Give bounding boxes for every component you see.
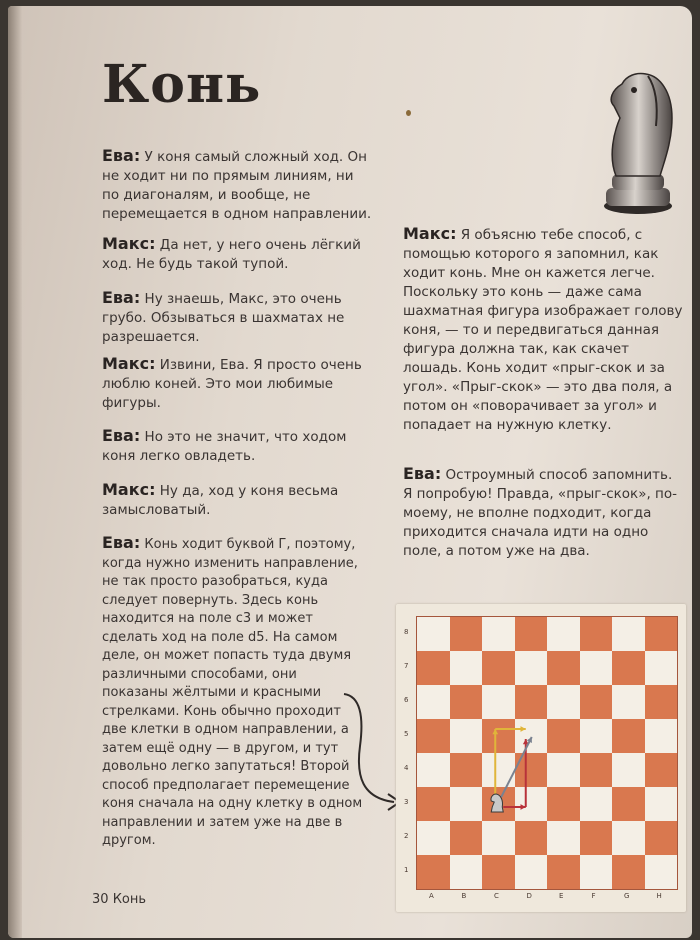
dialogue-right-2 (403, 464, 683, 561)
rank-label: 8 (404, 628, 409, 636)
dialogue-text: У коня самый сложный ход. Он не ходит ни по прямым линиям, ни по диагоналям, и вообще, не перемещается в одном направлении. (102, 149, 372, 222)
file-label: G (624, 892, 630, 900)
dialogue-line-7 (102, 534, 364, 851)
rank-label: 3 (404, 798, 409, 806)
knight-piece-illustration (600, 66, 678, 216)
file-label: H (656, 892, 662, 900)
dialogue-line-5 (102, 426, 372, 466)
speaker-label: Макс: (102, 354, 156, 373)
direct-diagonal-path (501, 737, 532, 797)
book-page (8, 6, 692, 938)
dialogue-text: Ну знаешь, Макс, это очень грубо. Обзываться в шахматах не разрешается. (102, 291, 345, 345)
rank-label: 4 (404, 764, 409, 772)
file-label: E (559, 892, 564, 900)
page-spine-shadow (8, 6, 22, 938)
dialogue-text: Извини, Ева. Я просто очень люблю коней. Это мои любимые фигуры. (102, 357, 362, 411)
speaker-label: Ева: (102, 533, 141, 552)
rank-label: 6 (404, 696, 409, 704)
file-label: D (526, 892, 532, 900)
rank-label: 5 (404, 730, 409, 738)
file-label: F (591, 892, 596, 900)
page-number: 30 (92, 892, 109, 907)
speaker-label: Макс: (403, 224, 457, 243)
speaker-label: Ева: (102, 146, 141, 165)
dialogue-line-1 (102, 146, 372, 224)
chessboard-diagram (396, 604, 686, 912)
page-footer (92, 892, 146, 907)
speaker-label: Макс: (102, 234, 156, 253)
speaker-label: Ева: (403, 464, 442, 483)
speaker-label: Ева: (102, 288, 141, 307)
footer-section: Конь (112, 892, 147, 907)
rank-label: 2 (404, 832, 409, 840)
dialogue-text: Да нет, у него очень лёгкий ход. Не будь такой тупой. (102, 237, 361, 272)
dialogue-line-4 (102, 354, 372, 413)
dialogue-text: Ну да, ход у коня весьма замысловатый. (102, 483, 339, 518)
dialogue-text: Остроумный способ запомнить. Я попробую! Правда, «прыг-скок», по-моему, не вполне подходит, когда приходится сначала идти на одно поле, а потом уже на два. (403, 467, 678, 559)
paper-spot (406, 110, 411, 116)
file-label: A (429, 892, 434, 900)
dialogue-right-1 (403, 224, 683, 435)
speaker-label: Макс: (102, 480, 156, 499)
rank-label: 7 (404, 662, 409, 670)
page-title: Конь (102, 54, 262, 115)
dialogue-line-6 (102, 480, 372, 520)
file-label: B (461, 892, 467, 900)
dialogue-text: Конь ходит буквой Г, поэтому, когда нужно изменить направление, не так просто разобраться, куда следует повернуть. Здесь конь находится на поле c3 и может сделать ход на поле d5. На самом деле, он может попасть туда двумя различными способами, они показаны жёлтыми и красными стрелками. Конь обычно проходит две клетки в одном направлении, а затем ещё одну — в другом, и тут довольно легко запутаться! Второй способ предполагает перемещение коня сначала на одну клетку в одном направлении и затем уже на две в другом. (102, 537, 363, 848)
speaker-label: Ева: (102, 426, 141, 445)
rank-label: 1 (404, 866, 409, 874)
yellow-path-right-head (520, 726, 525, 732)
knight-move-paths (416, 616, 676, 888)
dialogue-line-2 (102, 234, 372, 274)
dialogue-text: Я объясню тебе способ, с помощью которого я запомнил, как ходит конь. Мне он кажется легче. Поскольку это конь — даже сама шахматная фигура изображает голову коня, — то и передвигаться данная фигура должна так, как скачет лошадь. Конь ходит «прыг-скок и за угол». «Прыг-скок» — это два поля, а потом он «поворачивает за угол» и попадает на нужную клетку. (403, 227, 683, 433)
file-label: C (494, 892, 499, 900)
dialogue-line-3 (102, 288, 372, 347)
dialogue-text: Но это не значит, что ходом коня легко овладеть. (102, 429, 347, 464)
